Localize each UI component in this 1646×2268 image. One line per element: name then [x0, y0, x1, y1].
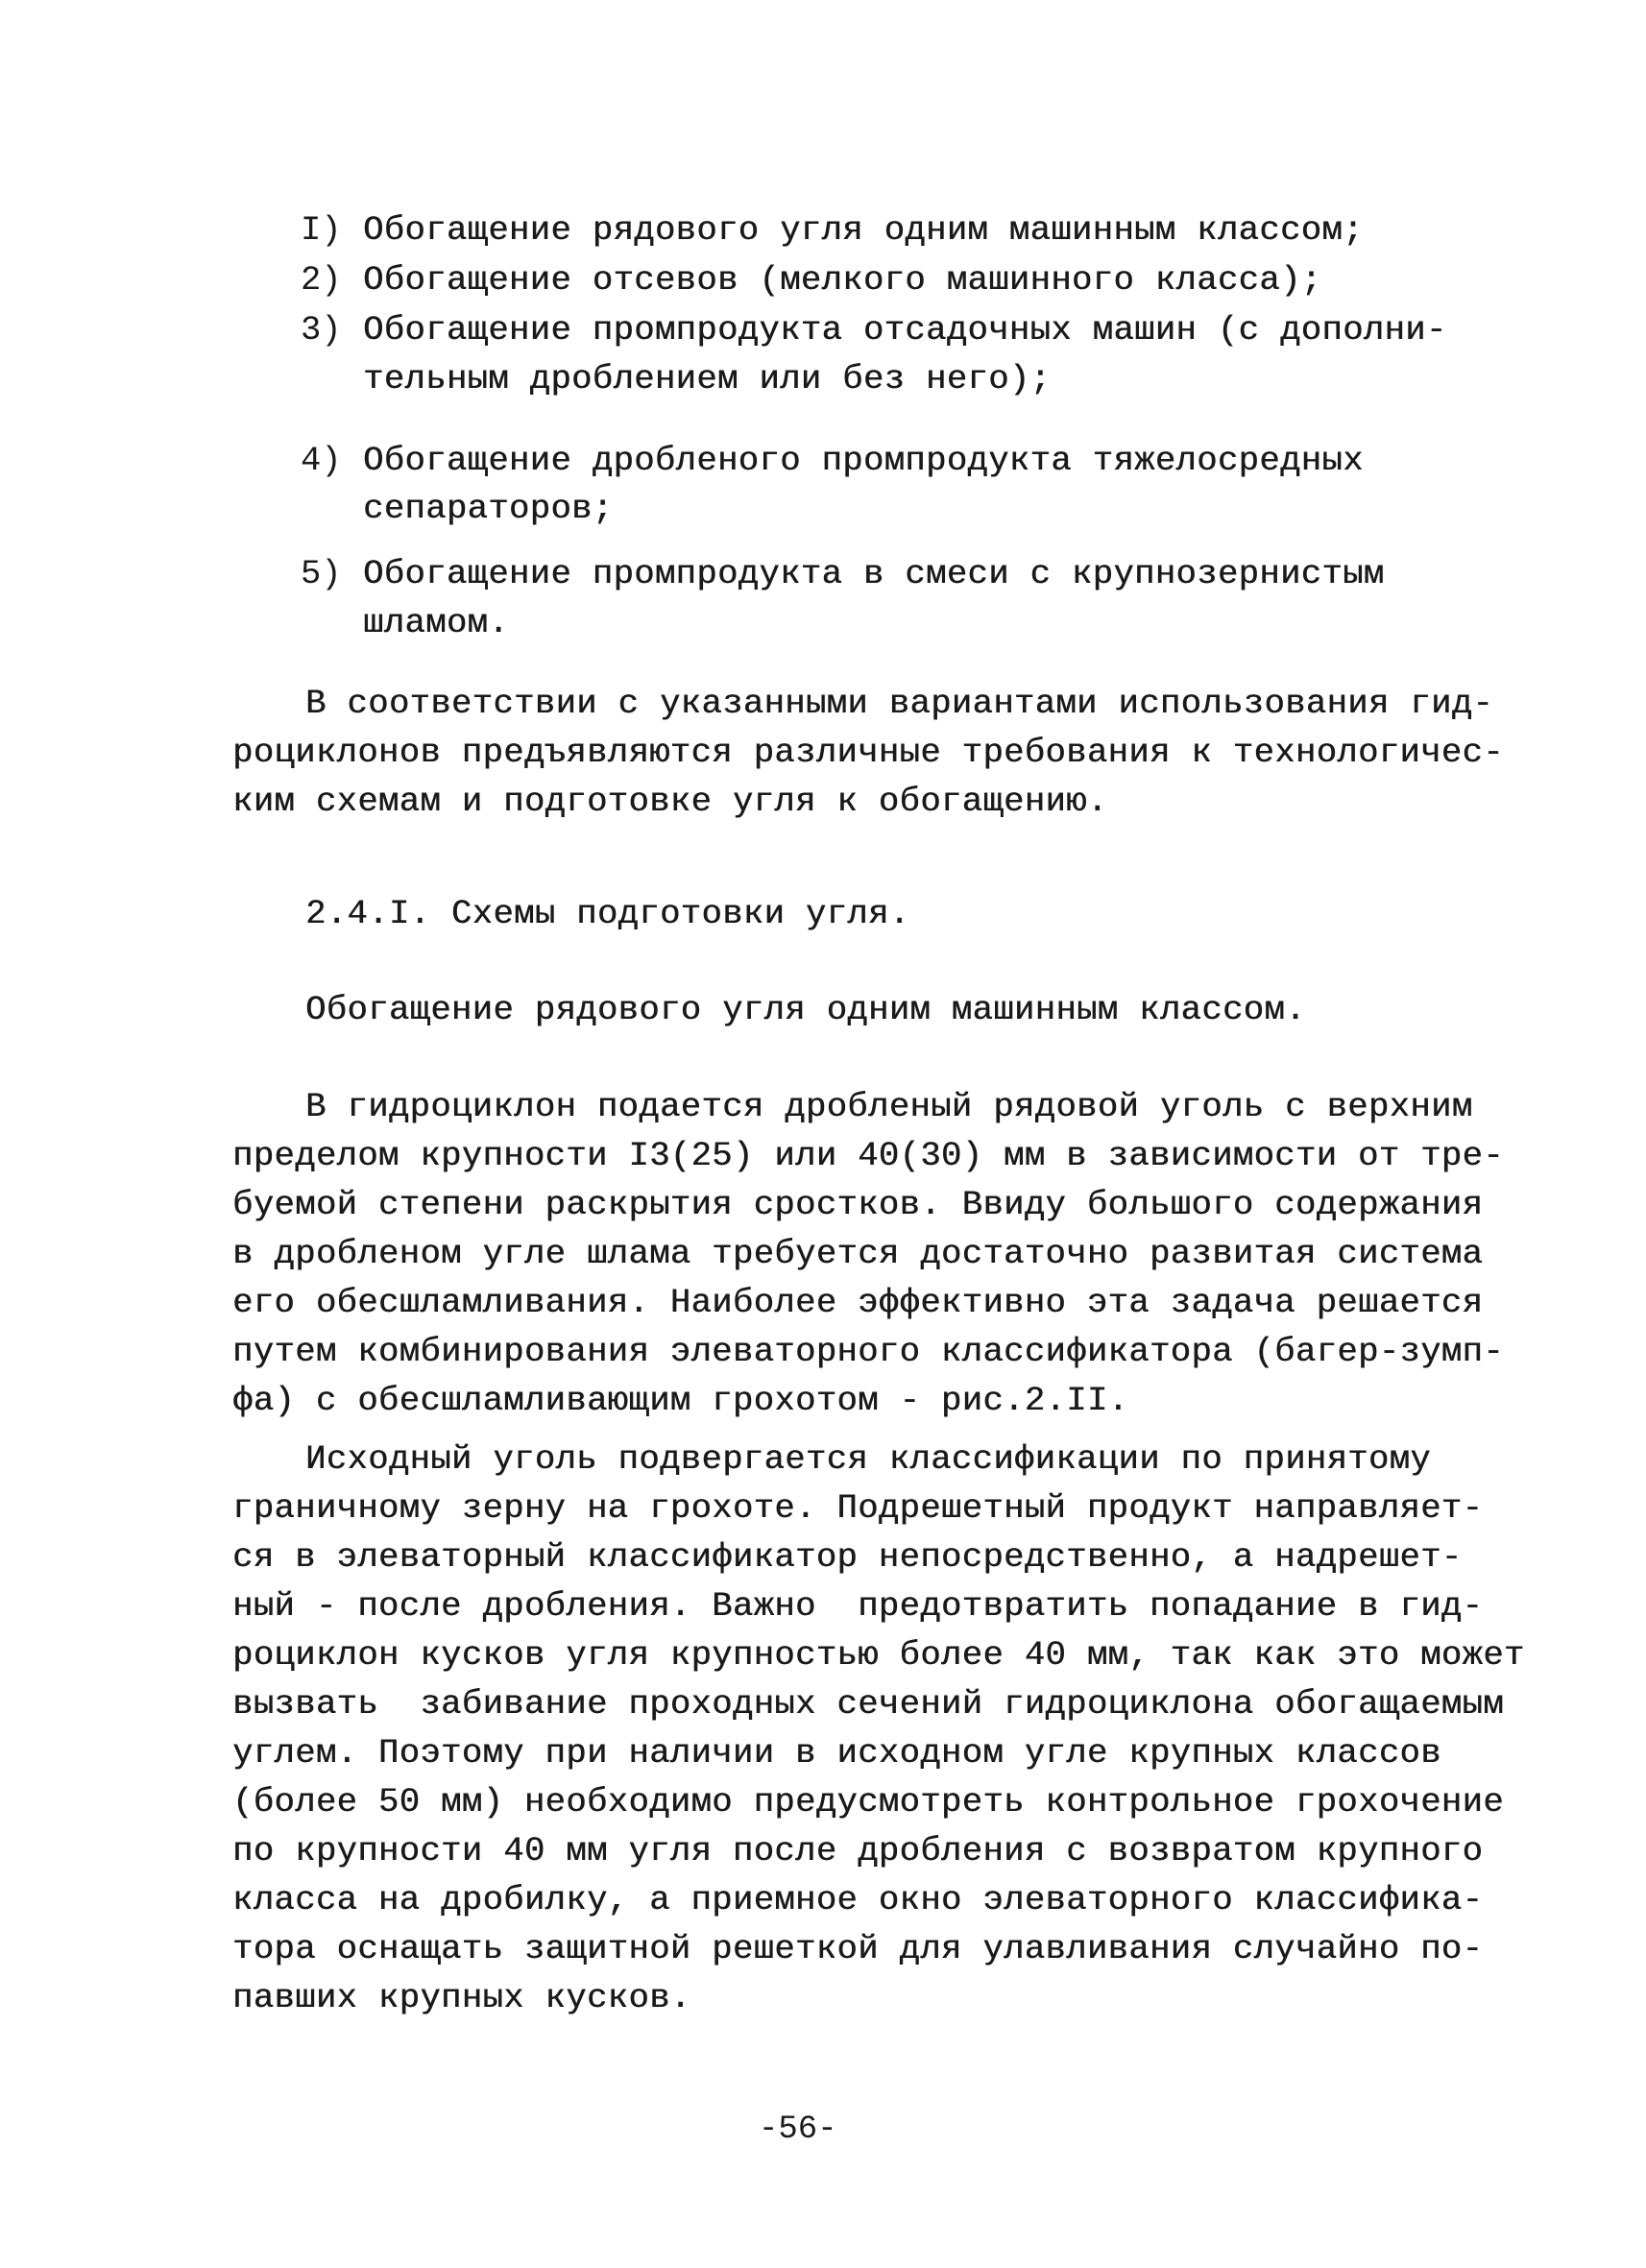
paragraph-line: ким схемам и подготовке угля к обогащению.	[232, 782, 1108, 821]
paragraph-line: пределом крупности I3(25) или 40(30) мм в зависимости от тре-	[232, 1136, 1504, 1175]
paragraph-line: фа) с обесшламливающим грохотом - рис.2.II.	[232, 1381, 1129, 1420]
list-item-text: тельным дроблением или без него);	[363, 359, 1052, 398]
subsection-heading: Обогащение рядового угля одним машинным классом.	[305, 990, 1306, 1029]
list-item-number: 3)	[301, 310, 342, 350]
paragraph-line: буемой степени раскрытия сростков. Ввиду большого содержания	[232, 1185, 1484, 1224]
paragraph-line: граничному зерну на грохоте. Подрешетный продукт направляет-	[232, 1488, 1484, 1528]
paragraph-line: класса на дробилку, а приемное окно элеваторного классифика-	[232, 1880, 1484, 1919]
paragraph-line: В гидроциклон подается дробленый рядовой уголь с верхним	[305, 1087, 1473, 1126]
paragraph-line: В соответствии с указанными вариантами использования гид-	[305, 684, 1494, 723]
paragraph-line: ный - после дробления. Важно предотвратить попадание в гид-	[232, 1586, 1484, 1626]
paragraph-line: тора оснащать защитной решеткой для улавливания случайно по-	[232, 1929, 1484, 1968]
paragraph-line: Исходный уголь подвергается классификации по принятому	[305, 1439, 1431, 1479]
paragraph-line: путем комбинирования элеваторного классификатора (багер-зумп-	[232, 1332, 1504, 1371]
list-item-text: шламом.	[363, 603, 509, 642]
list-item-number: 2)	[301, 260, 342, 300]
list-item-text: Обогащение отсевов (мелкого машинного класса);	[363, 260, 1322, 300]
paragraph-line: по крупности 40 мм угля после дробления с возвратом крупного	[232, 1831, 1484, 1870]
paragraph-line: ся в элеваторный классификатор непосредственно, а надрешет-	[232, 1537, 1463, 1577]
paragraph-line: углем. Поэтому при наличии в исходном угле крупных классов	[232, 1733, 1441, 1773]
list-item-number: 5)	[301, 554, 342, 593]
paragraph-line: вызвать забивание проходных сечений гидроциклона обогащаемым	[232, 1684, 1504, 1724]
list-item-text: Обогащение дробленого промпродукта тяжелосредных	[363, 441, 1364, 480]
page-number: -56-	[759, 2111, 837, 2148]
list-item-text: Обогащение промпродукта в смеси с крупнозернистым	[363, 554, 1385, 593]
paragraph-line: (более 50 мм) необходимо предусмотреть контрольное грохочение	[232, 1782, 1504, 1822]
list-item-text: Обогащение промпродукта отсадочных машин (с дополни-	[363, 310, 1447, 350]
paragraph-line: роциклонов предъявляются различные требования к технологичес-	[232, 733, 1504, 772]
section-heading: 2.4.I. Схемы подготовки угля.	[305, 894, 910, 933]
paragraph-line: роциклон кусков угля крупностью более 40 мм, так как это может	[232, 1635, 1525, 1675]
paragraph-line: павших крупных кусков.	[232, 1978, 691, 2017]
paragraph-line: в дробленом угле шлама требуется достаточно развитая система	[232, 1234, 1484, 1273]
list-item-number: 4)	[301, 441, 342, 480]
list-item-text: сепараторов;	[363, 489, 614, 528]
list-item-text: Обогащение рядового угля одним машинным классом;	[363, 210, 1364, 250]
list-item-number: I)	[301, 210, 342, 250]
paragraph-line: его обесшламливания. Наиболее эффективно эта задача решается	[232, 1283, 1484, 1322]
